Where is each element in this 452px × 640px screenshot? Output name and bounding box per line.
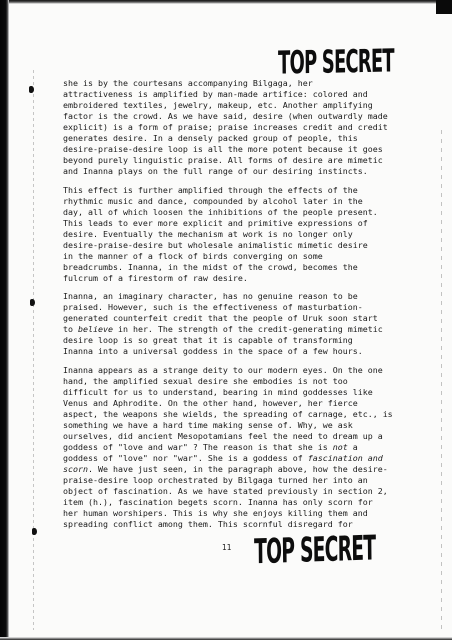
scan-edge-left [0, 0, 9, 640]
text-run: a goddess of "love" nor "war". She is a goddess of [63, 442, 358, 464]
hole-punch-mark [32, 528, 37, 535]
paragraph [63, 291, 435, 357]
text-run: in her. The strength of the credit-generating mimetic desire loop is so great that it is capable of transforming Inanna into a universal goddess in the space of a few hours. [63, 324, 383, 357]
italic-text: not [332, 442, 348, 453]
page-number: 11 [222, 543, 232, 552]
hole-punch-mark [30, 299, 35, 306]
scan-corner [436, 0, 452, 14]
italic-text: fascination and scorn [63, 453, 383, 475]
scan-edge-top [0, 0, 452, 4]
paragraph [63, 185, 435, 284]
top-secret-stamp-bottom: TOP SECRET [254, 528, 376, 572]
body-text [63, 78, 435, 538]
margin-rule-right [441, 130, 442, 630]
binding-shadow-left [33, 70, 34, 630]
text-run: . We have just seen, in the paragraph above, how the desire- praise-desire loop orchestrated by Bilgaga turned her into an object of fascination. As we have stated previously in section 2, item (h.), fascination begets scorn. Inanna has only scorn for her human worshipers. This is why she enjoys killing them and spreading conflict among them. This scornful disregard for [63, 464, 388, 530]
text-run: This effect is further amplified through the effects of the rhythmic music and dance, compounded by alcohol later in the day, all of which loosen the inhibitions of the people present. This leads to ever more explicit and primitive expressions of desire. Eventually the mechanism at work is no longer only desire-praise-desire but wholesale animalistic mimetic desire in the manner of a flock of birds converging on some breadcrumbs. Inanna, in the midst of the crowd, becomes the fulcrum of a firestorm of raw desire. [63, 184, 378, 283]
text-run: Inanna, an imaginary character, has no genuine reason to be praised. However, such is the effectiveness of masturbation- generated counterfeit credit that the people of Uruk soon start to [63, 291, 378, 335]
top-secret-stamp: TOP SECRET [278, 43, 394, 82]
text-run: Inanna appears as a strange deity to our modern eyes. On the one hand, the amplified sexual desire she embodies is not too difficult for us to understand, bearing in mind goddesses like Venus and Aphrodite. On the other hand, however, her fierce aspect, the weapons she wields, the spreading of carnage, etc., is something we have a hard time making sense of. Why, we ask ourselves, did ancient Mesopotamians feel the need to dream up a goddess of "love and war" ? The reason is that she is [63, 364, 393, 453]
paragraph [63, 78, 435, 177]
hole-punch-mark [29, 86, 34, 93]
text-run: she is by the courtesans accompanying Bilgaga, her attractiveness is amplified by man-made artifice: colored and embroidered textiles, jewelry, makeup, etc. Another amplifying factor is the crowd. As we have said, desire (when outwardly made explicit) is a form of praise; praise increases credit and credit generates desire. In a densely packed group of people, this desire-praise-desire loop is all the more potent because it goes beyond purely linguistic praise. All forms of desire are mimetic and Inanna plays on the full range of our desiring instincts. [63, 78, 388, 177]
paragraph [63, 365, 435, 531]
italic-text: believe [78, 324, 113, 335]
